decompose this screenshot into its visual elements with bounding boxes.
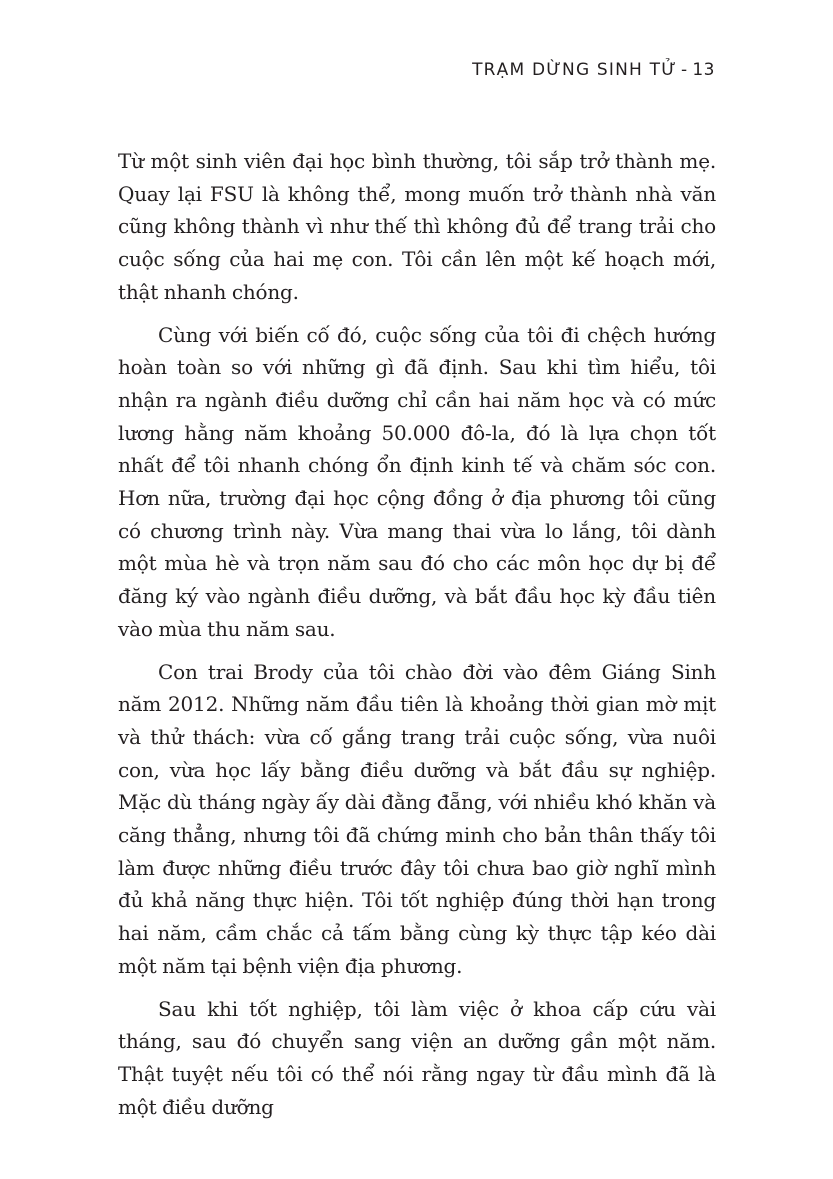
paragraph-2: Cùng với biến cố đó, cuộc sống của tôi đi chệch hướng hoàn toàn so với những gì đã định. Sau khi tìm hiểu, tôi nhận ra ngành điều dưỡng chỉ cần hai năm học và có mức lương hằng năm khoảng 50.000 đô-la, đó là lựa chọn tốt nhất để tôi nhanh chóng ổn định kinh tế và chăm sóc con. Hơn nữa, trường đại học cộng đồng ở địa phương tôi cũng có chương trình này. Vừa mang thai vừa lo lắng, tôi dành một mùa hè và trọn năm sau đó cho các môn học dự bị để đăng ký vào ngành điều dưỡng, và bắt đầu học kỳ đầu tiên vào mùa thu năm sau. <box>118 322 716 641</box>
paragraph-1: Từ một sinh viên đại học bình thường, tôi sắp trở thành mẹ. Quay lại FSU là không thể, mong muốn trở thành nhà văn cũng không thành vì như thế thì không đủ để trang trải cho cuộc sống của hai mẹ con. Tôi cần lên một kế hoạch mới, thật nhanh chóng. <box>118 149 716 304</box>
running-header <box>472 60 715 80</box>
running-title: TRẠM DỪNG SINH TỬ <box>472 60 678 80</box>
paragraph-3: Con trai Brody của tôi chào đời vào đêm Giáng Sinh năm 2012. Những năm đầu tiên là khoảng thời gian mờ mịt và thử thách: vừa cố gắng trang trải cuộc sống, vừa nuôi con, vừa học lấy bằng điều dưỡng và bắt đầu sự nghiệp. Mặc dù tháng ngày ấy dài đằng đẵng, với nhiều khó khăn và căng thẳng, nhưng tôi đã chứng minh cho bản thân thấy tôi làm được những điều trước đây tôi chưa bao giờ nghĩ mình đủ khả năng thực hiện. Tôi tốt nghiệp đúng thời hạn trong hai năm, cầm chắc cả tấm bằng cùng kỳ thực tập kéo dài một năm tại bệnh viện địa phương. <box>118 659 716 978</box>
page-number: 13 <box>692 60 715 80</box>
paragraph-4: Sau khi tốt nghiệp, tôi làm việc ở khoa cấp cứu vài tháng, sau đó chuyển sang viện an dưỡng gần một năm. Thật tuyệt nếu tôi có thể nói rằng ngay từ đầu mình đã là một điều dưỡng <box>118 996 716 1119</box>
body-text <box>118 145 716 1133</box>
header-separator: - <box>681 60 689 80</box>
